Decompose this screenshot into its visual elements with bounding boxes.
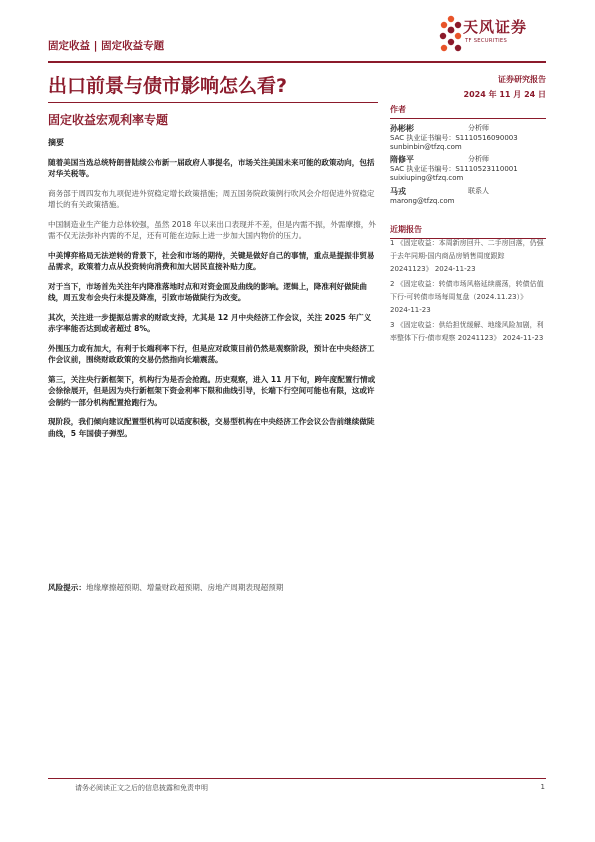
risk-text: 地缘摩擦超预期、增量财政超预期、房地产周期表现超预期 [85,583,284,592]
brand-name-en: TF SECURITIES [465,38,508,44]
author-email[interactable]: marong@tfzq.com [390,197,455,205]
author-card [390,155,546,183]
header-divider [48,61,546,63]
report-date: 2024 年 11 月 24 日 [463,90,546,99]
footer-disclaimer: 请务必阅读正文之后的信息披露和免责申明 [75,784,208,792]
report-type: 证券研究报告 [498,75,546,84]
authors-heading: 作者 [390,105,406,114]
author-email[interactable]: suixiuping@tfzq.com [390,174,464,182]
risk-warning [48,582,378,593]
author-role: 分析师 [468,155,489,163]
abstract-paragraph: 对于当下，市场首先关注年内降准落地时点和对资金面及曲线的影响。逻辑上，降准利好做陡曲线，周五发布会央行未提及降准，引致市场做陡行为改变。 [48,281,367,302]
risk-label: 风险提示： [48,583,86,592]
abstract-heading: 摘要 [48,138,64,147]
author-card [390,124,546,152]
abstract-section [48,137,376,447]
authors-heading-block [390,104,546,119]
brand-name-cn: 天风证券 [463,18,528,36]
report-subtitle: 固定收益宏观利率专题 [48,113,169,127]
header-path: 固定收益 | 固定收益专题 [48,40,165,52]
author-card [390,187,546,206]
abstract-paragraph: 现阶段，我们倾向建议配置型机构可以适度积极，交易型机构在中央经济工作会议公告前继续做陡曲线，5 年国债子弹型。 [48,417,375,438]
abstract-paragraph: 随着美国当选总统特朗普陆续公布新一届政府人事提名，市场关注美国未来可能的政策动向，包括对华关税等。 [48,157,375,178]
author-name: 隋修平 [390,155,414,164]
author-name: 马戎 [390,187,406,196]
footer-divider [48,778,546,779]
author-cert: SAC 执业证书编号：S1110516090003 [390,134,518,142]
recent-reports-heading: 近期报告 [390,225,422,234]
abstract-paragraph: 中国制造业生产能力总体较强，虽然 2018 年以来出口表现并不差，但是内需不振，外需摩擦，外需不仅无法弥补内需的不足，还有可能在边际上进一步加大国内物价的压力。 [48,219,376,240]
logo-dots-icon [438,14,464,54]
abstract-paragraph: 中美博弈格局无法逆转的背景下，社会和市场的期待，关键是做好自己的事情，重点是提振非贸易品需求，政策着力点从投资转向消费和加大居民直接补贴力度。 [48,250,375,271]
recent-report-item[interactable]: 2 《固定收益：转债市场风格延续震荡，转债估值下行-可转债市场每周复盘（2024.11.23）》 2024-11-23 [390,280,544,314]
recent-reports-list [390,237,546,347]
author-name: 孙彬彬 [390,124,414,133]
page-number: 1 [540,783,545,791]
subtitle-divider [48,102,378,103]
author-email[interactable]: sunbinbin@tfzq.com [390,143,462,151]
author-role: 分析师 [468,124,489,132]
author-role: 联系人 [468,187,489,195]
brand-logo [438,14,548,56]
authors-divider [390,118,546,119]
abstract-paragraph: 其次，关注进一步提振总需求的财政支持，尤其是 12 月中央经济工作会议，关注 2025 年广义赤字率能否达到或者超过 8%。 [48,312,372,333]
report-title: 出口前景与债市影响怎么看? [48,75,288,97]
abstract-paragraph: 外围压力或有加大，有利于长端利率下行，但是应对政策目前仍然是观察阶段，预计在中央经济工作会议前，围绕财政政策的交易仍然指向长端震荡。 [48,343,375,364]
abstract-paragraph: 商务部于周四发布九项促进外贸稳定增长政策措施；周五国务院政策例行吹风会介绍促进外贸稳定增长的有关政策措施。 [48,188,375,209]
abstract-paragraph: 第三，关注央行新框架下，机构行为是否会抢跑。历史观察，进入 11 月下旬，跨年度配置行情或会徐徐展开，但是因为央行新框架下资金利率下限和曲线引导，长端下行空间可能也有限，这或许会制约一部分机构配置抢跑行为。 [48,374,376,407]
recent-report-item[interactable]: 1 《固定收益：本周新房回升、二手房回落，仍强于去年同期-国内商品房销售周度跟踪 20241123》 2024-11-23 [390,239,544,273]
recent-report-item[interactable]: 3 《固定收益：供给担忧缓解、地缘风险加剧，利率整体下行-债市观察 20241123》 2024-11-23 [390,321,544,342]
author-cert: SAC 执业证书编号：S1110523110001 [390,165,518,173]
